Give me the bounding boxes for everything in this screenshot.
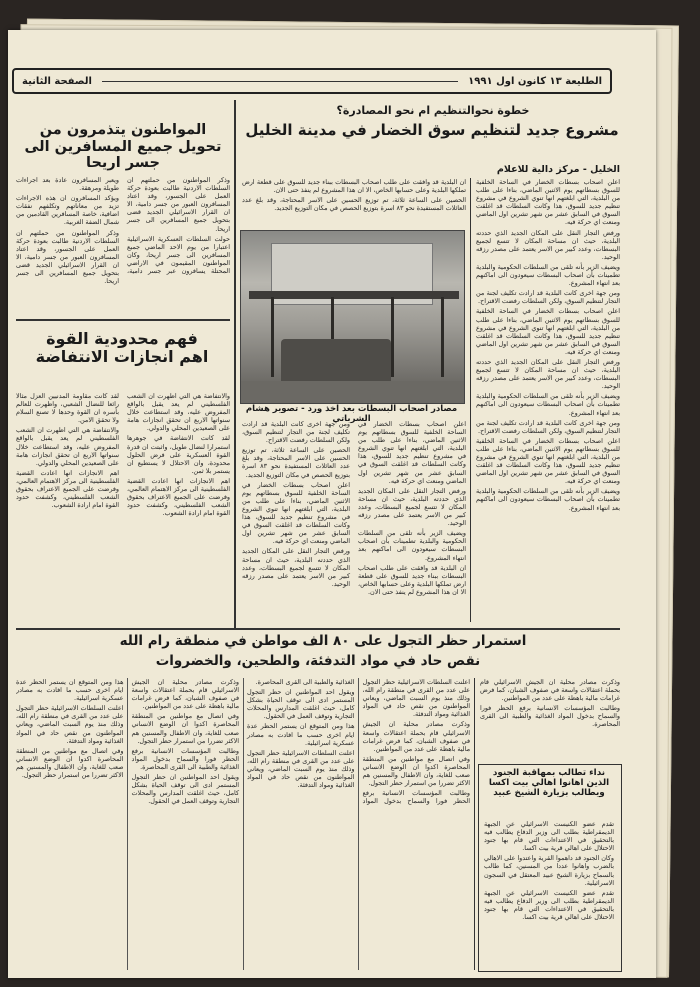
- ramallah-paragraph: وذكرت مصادر محلية ان الجيش الاسرائيلي قام بحملة اعتقالات واسعة في صفوف الشبان، كما فرض غرامات مالية باهظة على عدد من المواطنين.: [131, 678, 239, 711]
- section-rule: [16, 628, 620, 630]
- intifada-body: [16, 392, 230, 624]
- khalil-paragraph: ويضيف الزير بأنه تلقى من السلطات الحكومية والبلدية تطمينات بأن اصحاب البسطات سيعودون الى اماكنهم بعد انتهاء المشروع.: [358, 529, 466, 562]
- khalil-paragraph: ويضيف الزير بأنه تلقى من السلطات الحكومية والبلدية تطمينات بأن اصحاب البسطات سيعودون الى اماكنهم بعد انتهاء المشروع.: [476, 487, 620, 512]
- khalil-paragraph: الحصين على الساعة ثلاثة، تم توزيع الحسين على الاسر المحتاجة، وقد بلغ عدد العائلات المستفيدة نحو ٨٣ اسرة بتوزيع الحصص في مكان التوزيع الجديد.: [242, 196, 466, 213]
- ramallah-paragraph: اعلنت السلطات الاسرائيلية حظر التجول على عدد من القرى في منطقة رام الله، وذلك منذ يوم السبت الماضي، ويعاني المواطنون من نقص حاد في المواد الغذائية ومواد التدفئة.: [362, 678, 470, 719]
- khalil-paragraph: ورفض التجار النقل على المكان الجديد الذي حددته البلدية، حيث ان مساحة المكان لا تتسع لجميع البسطات، وعدد كبير من الاسر يعتمد على مصدر رزقه الوحيد.: [476, 357, 620, 391]
- jericho-paragraph: ويؤكد المسافرون ان هذه الاجراءات تزيد من معاناتهم وتكلفهم نفقات اضافية، خاصة المسافرين القادمين من شمال الضفة الغربية.: [16, 194, 119, 227]
- khalil-paragraph: ويضيف الزير بأنه تلقى من السلطات الحكومية والبلدية تطمينات بأن اصحاب البسطات سيعودون الى اماكنهم بعد انتهاء المشروع.: [476, 392, 620, 417]
- ramallah-paragraph: وطالبت المؤسسات الانسانية برفع الحظر فورا والسماح بدخول المواد الغذائية والطبية الى القرى المحاصرة.: [480, 704, 620, 729]
- khalil-column-rule: [470, 178, 471, 622]
- intifada-paragraph: لقد كانت مقاومة المدنيين العزل مثالا رائعا للنضال الشعبي، واظهرت للعالم بأسره ان القوة وحدها لا تصنع السلام ولا تحقق الامن.: [16, 392, 119, 425]
- column-divider: [234, 100, 236, 628]
- khalil-paragraph: ان البلدية قد وافقت على طلب اصحاب البسطات ببناء جديد للسوق على قطعة ارض تملكها البلدية وعلى حسابها الخاص، الا ان هذا المشروع لم ينفذ حتى الان.: [242, 178, 466, 195]
- ramallah-paragraph: وذكرت مصادر محلية ان الجيش الاسرائيلي قام بحملة اعتقالات واسعة في صفوف الشبان، كما فرض غرامات مالية باهظة على عدد من المواطنين.: [480, 678, 620, 703]
- khalil-body-bottom-left: [242, 420, 466, 622]
- khalil-paragraph: ورفض التجار النقل على المكان الجديد الذي حددته البلدية، حيث ان مساحة المكان لا تتسع لجميع البسطات، وعدد كبير من الاسر يعتمد على مصدر رزقه الوحيد.: [476, 228, 620, 261]
- tribute-paragraph: تقدم عضو الكنيست الاسرائيلي عن الجبهة الديمقراطية بطلب الى وزير الدفاع يطالب فيه بالتحقيق في الاعتداءات التي قام بها جنود الاحتلال على اهالي قرية بيت اكسا.: [484, 888, 614, 922]
- masthead: [12, 68, 612, 94]
- market-stalls-photo: [240, 230, 465, 404]
- jericho-headline: المواطنون يتذمرون من تحويل جميع المسافرين الى جسر اريحا: [24, 122, 222, 172]
- jericho-bottom-rule: [16, 319, 230, 321]
- khalil-paragraph: اعلن اصحاب بسطات الخضار في الساحة الخلفية للسوق بسطاتهم يوم الاثنين الماضي، بناءا على طلب من البلدية، التي ابلغتهم انها تنوي الشروع في مشروع تنظيم جديد للسوق، هذا وكانت السلطات قد اغلقت السوق في السابق عشر من شهر تشرين اول الماضي ومنعت اي حركة فيه.: [476, 178, 620, 227]
- ramallah-headline-2: نقص حاد في مواد التدفئة، والطحين، والخضروات: [155, 653, 481, 669]
- tribute-body: [484, 820, 614, 966]
- ramallah-divider: [474, 678, 475, 970]
- ramallah-headline-1: استمرار حظر التجول على ٨٠ الف مواطن في منطقة رام الله: [119, 633, 527, 649]
- ramallah-paragraph: وفي اتصال مع مواطنين من المنطقة المحاصرة اكدوا ان الوضع الانساني صعب للغاية، وان الاطفال والمسنين هم الاكثر تضررا من استمرار حظر التجول.: [16, 746, 124, 780]
- photo-pole: [391, 297, 394, 377]
- khalil-paragraph: ان البلدية قد وافقت على طلب اصحاب البسطات ببناء جديد للسوق على قطعة ارض تملكها البلدية وعلى حسابها الخاص، الا ان هذا المشروع لم ينفذ حتى الان.: [358, 563, 466, 596]
- ramallah-paragraph: ويقول احد المواطنين ان حظر التجول المستمر ادى الى توقف الحياة بشكل كامل، حيث اغلقت المدارس والمحلات التجارية وتوقف العمل في الحقول.: [247, 688, 355, 721]
- issue-date: الطليعة ١٣ كانون اول ١٩٩١: [468, 75, 602, 87]
- intifada-headline: فهم محدودية القوة اهم انجازات الانتفاضة: [35, 329, 209, 367]
- ramallah-paragraph: اعلنت السلطات الاسرائيلية حظر التجول على عدد من القرى في منطقة رام الله، وذلك منذ يوم السبت الماضي، ويعاني المواطنون من نقص حاد في المواد الغذائية ومواد التدفئة.: [247, 748, 355, 790]
- khalil-paragraph: اعلن اصحاب بسطات الخضار في الساحة الخلفية للسوق بسطاتهم يوم الاثنين الماضي، بناءا على طلب من البلدية، التي ابلغتهم انها تنوي الشروع في مشروع تنظيم جديد للسوق، هذا وكانت السلطات قد اغلقت السوق في السابق عشر من شهر تشرين اول الماضي ومنعت اي حركة فيه.: [476, 307, 620, 356]
- jericho-paragraph: حولت السلطات العسكرية الاسرائيلية اعتبارا من يوم الاحد الماضي جميع المسافرين الى جسر اريحا، وكان المواطنون المقيمون في الاراضي المحتلة يسافرون عبر جسر دامية، ويعبر المسافرون عادة بعد اجراءات طويلة ومرهقة.: [16, 176, 230, 276]
- ramallah-paragraph: هذا ومن المتوقع ان يستمر الحظر عدة ايام اخرى حسب ما افادت به مصادر عسكرية اسرائيلية.: [16, 678, 124, 703]
- khalil-kicker: خطوة نحوالتنظيم ام نحو المصادرة؟: [336, 104, 530, 117]
- page-label: الصفحة الثانية: [22, 75, 92, 87]
- khalil-paragraph: ومن جهة اخرى كانت البلدية قد ارادت تكليف لجنة من التجار لتنظيم السوق، ولكن السلطات رفضت الاقتراح.: [476, 289, 620, 306]
- khalil-byline: الخليل - مركز دالية للاعلام: [496, 164, 620, 175]
- intifada-paragraph: لقد كانت الانتفاضة في جوهرها استمرارا لنضال طويل، واثبتت ان قدرة القوة العسكرية على فرض الحلول محدودة، وان الاحتلال لا يستطيع ان يستمر بلا ثمن.: [127, 434, 230, 475]
- khalil-paragraph: الحصين على الساعة ثلاثة، تم توزيع الحسين على الاسر المحتاجة، وقد بلغ عدد العائلات المستفيدة نحو ٨٣ اسرة بتوزيع الحصص في مكان التوزيع الجديد.: [242, 446, 350, 479]
- tribute-paragraph: وكان الجنود قد داهموا القرية واعتدوا على الاهالي بالضرب واهانوا عددا من المسنين، كما طالب بالسماح بزيارة الشيخ عبيد المعتقل في السجون الاسرائيلية.: [484, 854, 614, 887]
- khalil-paragraph: اعلن اصحاب بسطات الخضار في الساحة الخلفية للسوق بسطاتهم يوم الاثنين الماضي، بناءا على طلب من البلدية، التي ابلغتهم انها تنوي الشروع في مشروع تنظيم جديد للسوق، هذا وكانت السلطات قد اغلقت السوق في السابق عشر من شهر تشرين اول الماضي ومنعت اي حركة فيه.: [242, 480, 350, 546]
- ramallah-paragraph: ويقول احد المواطنين ان حظر التجول المستمر ادى الى توقف الحياة بشكل كامل، حيث اغلقت المدارس والمحلات التجارية وتوقف العمل في الحقول.: [131, 773, 239, 806]
- jericho-paragraph: وذكر المواطنون من حملتهم ان السلطات الاردنية طالبت بعودة حركة العمل على الجسور، وقد اعتاد المسافرون العبور من جسر دامية، الا ان القرار الاسرائيلي الجديد قضى بتحويل جميع المسافرين الى جسر اريحا.: [16, 228, 119, 286]
- khalil-paragraph: ويضيف الزير بأنه تلقى من السلطات الحكومية والبلدية تطمينات بأن اصحاب البسطات سيعودون الى اماكنهم بعد انتهاء المشروع.: [476, 262, 620, 288]
- ramallah-paragraph: اعلنت السلطات الاسرائيلية حظر التجول على عدد من القرى في منطقة رام الله، وذلك منذ يوم السبت الماضي، ويعاني المواطنون من نقص حاد في المواد الغذائية ومواد التدفئة.: [16, 704, 124, 745]
- ramallah-paragraph: وطالبت المؤسسات الانسانية برفع الحظر فورا والسماح بدخول المواد الغذائية والطبية الى القرى المحاصرة.: [131, 746, 239, 771]
- khalil-paragraph: اعلن اصحاب بسطات الخضار في الساحة الخلفية للسوق بسطاتهم يوم الاثنين الماضي، بناءا على طلب من البلدية، التي ابلغتهم انها تنوي الشروع في مشروع تنظيم جديد للسوق، هذا وكانت السلطات قد اغلقت السوق في السابق عشر من شهر تشرين اول الماضي ومنعت اي حركة فيه.: [476, 436, 620, 486]
- ramallah-paragraph: وطالبت المؤسسات الانسانية برفع الحظر فورا والسماح بدخول المواد الغذائية والطبية الى القرى المحاصرة.: [255, 678, 470, 806]
- ramallah-paragraph: وفي اتصال مع مواطنين من المنطقة المحاصرة اكدوا ان الوضع الانساني صعب للغاية، وان الاطفال والمسنين هم الاكثر تضررا من استمرار حظر التجول.: [362, 754, 470, 788]
- intifada-paragraph: اهم الانجازات انها اعادت القضية الفلسطينية الى مركز الاهتمام العالمي، وفرضت على الجميع الاعتراف بحقوق الشعب الفلسطيني، وكشفت حدود القوة امام ارادة الشعوب.: [16, 468, 119, 510]
- khalil-paragraph: ورفض التجار النقل على المكان الجديد الذي حددته البلدية، حيث ان مساحة المكان لا تتسع لجميع البسطات، وعدد كبير من الاسر يعتمد على مصدر رزقه الوحيد.: [358, 486, 466, 528]
- khalil-paragraph: اعلن اصحاب بسطات الخضار في الساحة الخلفية للسوق بسطاتهم يوم الاثنين الماضي، بناءا على طلب من البلدية، التي ابلغتهم انها تنوي الشروع في مشروع تنظيم جديد للسوق، هذا وكانت السلطات قد اغلقت السوق في السابق عشر من شهر تشرين اول الماضي ومنعت اي حركة فيه.: [358, 420, 466, 485]
- photo-pole: [271, 297, 274, 377]
- khalil-body-column-1: [476, 178, 620, 622]
- intifada-paragraph: اهم الانجازات انها اعادت القضية الفلسطينية الى مركز الاهتمام العالمي، وفرضت على الجميع الاعتراف بحقوق الشعب الفلسطيني، وكشفت حدود القوة امام ارادة الشعوب.: [127, 476, 230, 518]
- ramallah-paragraph: وفي اتصال مع مواطنين من المنطقة المحاصرة اكدوا ان الوضع الانساني صعب للغاية، وان الاطفال والمسنين هم الاكثر تضررا من استمرار حظر التجول.: [131, 712, 239, 745]
- jericho-paragraph: وذكر المواطنون من حملتهم ان السلطات الاردنية طالبت بعودة حركة العمل على الجسور، وقد اعتاد المسافرون العبور من جسر دامية، الا ان القرار الاسرائيلي الجديد قضى بتحويل جميع المسافرين الى جسر اريحا.: [127, 176, 230, 233]
- photo-pole: [441, 297, 444, 377]
- tribute-headline: نداء تطالب بمهاقبة الجنود الذين اهانوا اهالي بيت اكسا ويطالب بزيارة الشيخ عبيد: [488, 768, 610, 799]
- ramallah-body: [16, 678, 470, 970]
- khalil-body-top-left: [242, 178, 466, 226]
- intifada-paragraph: والانتفاضة هي التي اظهرت ان الشعب الفلسطيني لم يعد يقبل بالواقع المفروض عليه، وقد استطاعت خلال سنواتها الاربع ان تحقق انجازات هامة على الصعيدين المحلي والدولي.: [127, 392, 230, 433]
- intifada-paragraph: والانتفاضة هي التي اظهرت ان الشعب الفلسطيني لم يعد يقبل بالواقع المفروض عليه، وقد استطاعت خلال سنواتها الاربع ان تحقق انجازات هامة على الصعيدين المحلي والدولي.: [16, 426, 119, 467]
- photo-ground: [241, 381, 464, 403]
- khalil-paragraph: ومن جهة اخرى كانت البلدية قد ارادت تكليف لجنة من التجار لتنظيم السوق، ولكن السلطات رفضت الاقتراح.: [476, 418, 620, 435]
- ramallah-paragraph: وذكرت مصادر محلية ان الجيش الاسرائيلي قام بحملة اعتقالات واسعة في صفوف الشبان، كما فرض غرامات مالية باهظة على عدد من المواطنين.: [362, 720, 470, 753]
- photo-canopy: [249, 291, 459, 299]
- newspaper-page: [8, 30, 656, 978]
- ramallah-paragraph: هذا ومن المتوقع ان يستمر الحظر عدة ايام اخرى حسب ما افادت به مصادر عسكرية اسرائيلية.: [247, 722, 355, 747]
- masthead-rule: [102, 81, 458, 82]
- photo-caption: مصادر اصحاب البسطات بعد اخذ ورد - تصوير هشام الشرباتي: [245, 404, 458, 424]
- khalil-paragraph: ومن جهة اخرى كانت البلدية قد ارادت تكليف لجنة من التجار لتنظيم السوق، ولكن السلطات رفضت الاقتراح.: [242, 420, 350, 445]
- ramallah-body-right: [480, 678, 620, 758]
- khalil-paragraph: ورفض التجار النقل على المكان الجديد الذي حددته البلدية، حيث ان مساحة المكان لا تتسع لجميع البسطات، وعدد كبير من الاسر يعتمد على مصدر رزقه الوحيد.: [242, 547, 350, 588]
- jericho-body: [16, 176, 230, 314]
- tribute-paragraph: تقدم عضو الكنيست الاسرائيلي عن الجبهة الديمقراطية بطلب الى وزير الدفاع يطالب فيه بالتحقيق في الاعتداءات التي قام بها جنود الاحتلال على اهالي قرية بيت اكسا.: [484, 820, 614, 853]
- khalil-headline: مشروع جديد لتنظيم سوق الخضار في مدينة الخليل: [245, 121, 619, 139]
